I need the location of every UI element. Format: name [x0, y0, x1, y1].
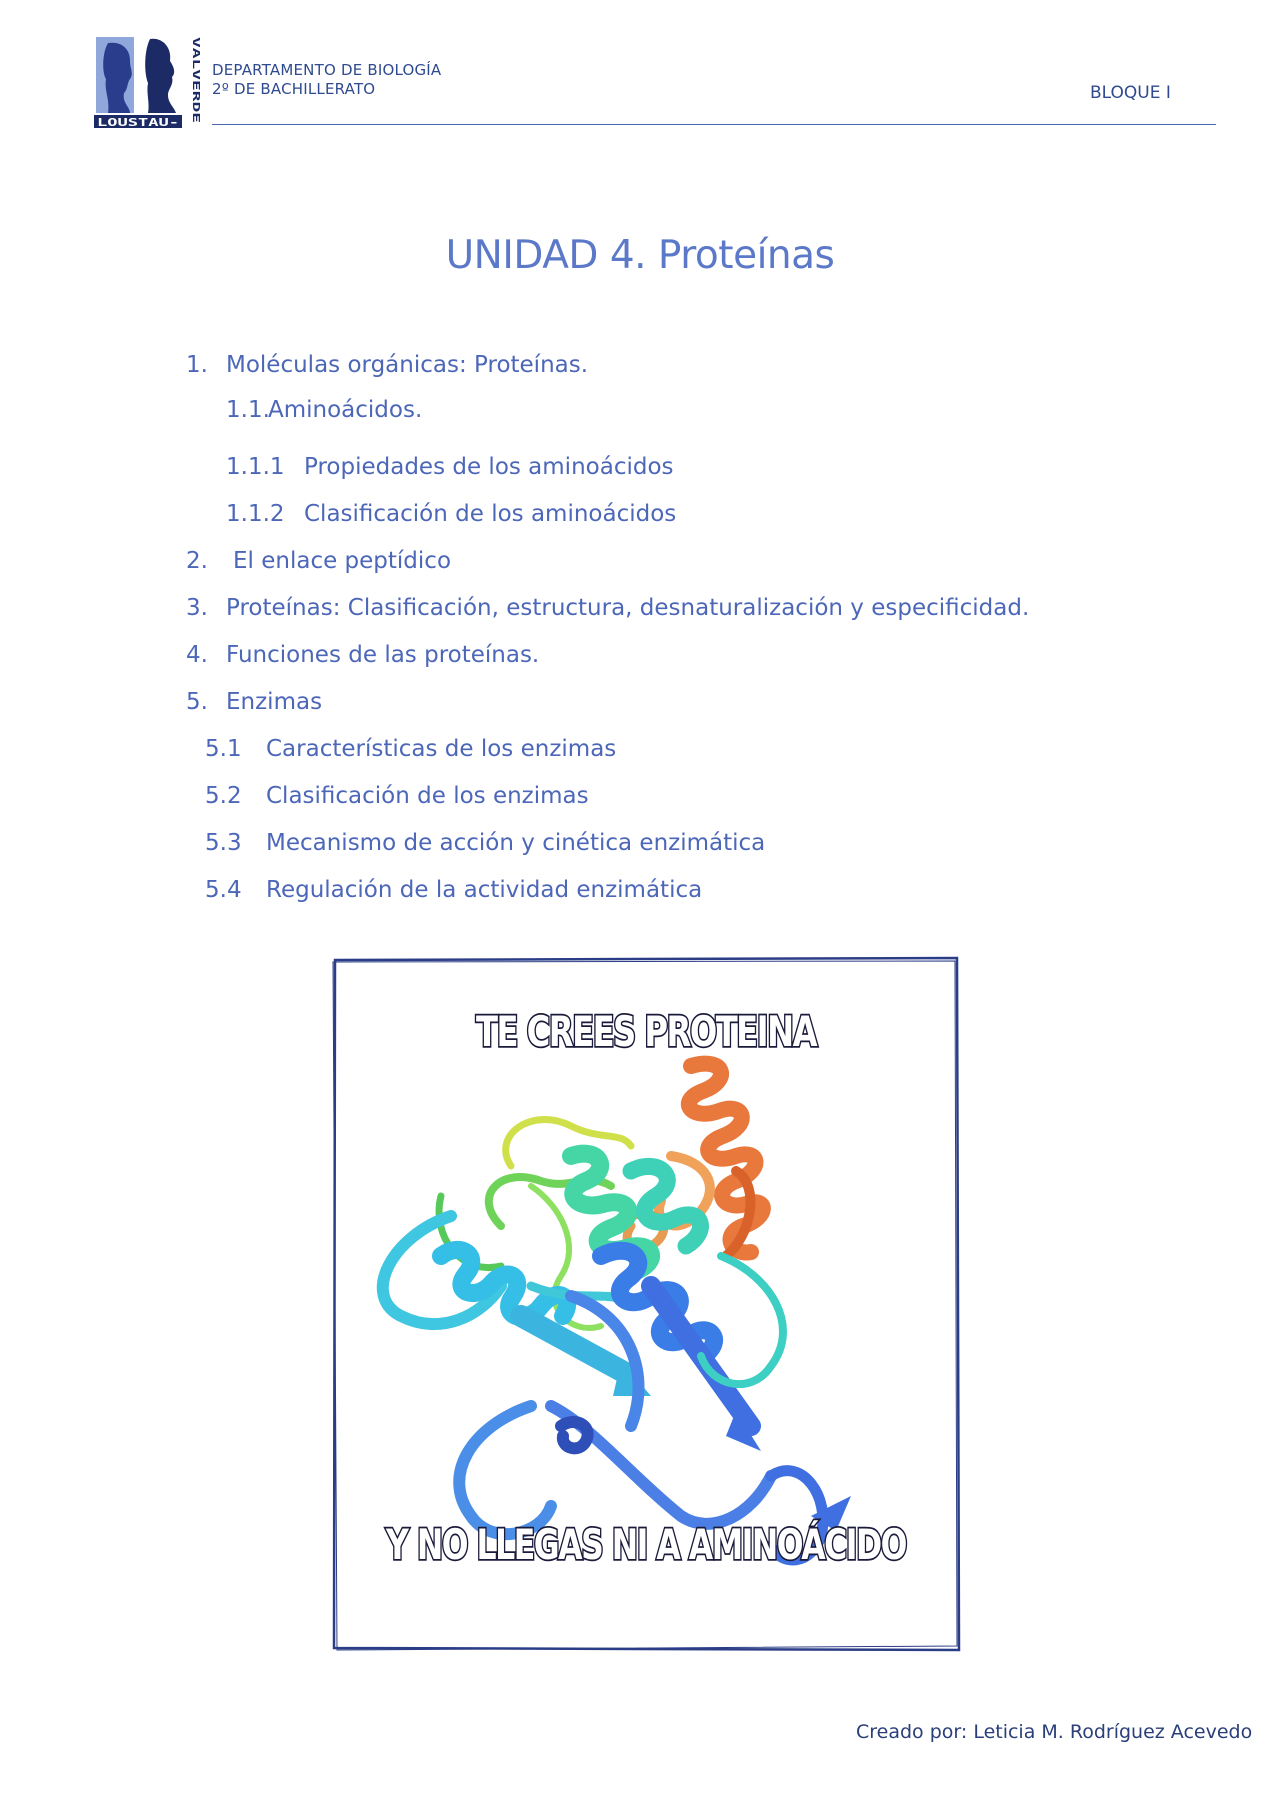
logo-text-vertical: VALVERDE — [190, 37, 201, 86]
toc-number: 5.1 — [205, 736, 242, 762]
toc-number: 5.4 — [205, 877, 242, 903]
toc-text: Funciones de las proteínas. — [226, 642, 540, 668]
toc-text: Clasificación de los aminoácidos — [304, 501, 677, 527]
protein-meme-image — [331, 956, 1079, 1652]
toc-text: Características de los enzimas — [266, 736, 617, 762]
toc-number: 1. — [186, 352, 208, 378]
author-credit: Creado por: Leticia M. Rodríguez Acevedo — [856, 1721, 1253, 1743]
toc-text: Propiedades de los aminoácidos — [304, 454, 674, 480]
toc-text: Proteínas: Clasificación, estructura, desnaturalización y especificidad. — [226, 595, 1030, 621]
department-name: DEPARTAMENTO DE BIOLOGÍA — [212, 61, 442, 79]
toc-number: 2. — [186, 548, 208, 574]
meme-top-caption: TE CREES PROTEINA — [476, 1007, 818, 1056]
toc-text: Regulación de la actividad enzimática — [266, 877, 703, 903]
toc-item-5-3 — [0, 828, 1280, 858]
toc-number: 4. — [186, 642, 208, 668]
toc-item-3 — [0, 593, 1280, 623]
header-divider — [212, 124, 1216, 125]
page-title: UNIDAD 4. Proteínas — [445, 233, 835, 278]
toc-item-5-4 — [0, 875, 1280, 905]
toc-number: 1.1.1 — [226, 454, 285, 480]
toc-number: 5.3 — [205, 830, 242, 856]
toc-text: Moléculas orgánicas: Proteínas. — [226, 352, 589, 378]
school-logo — [94, 33, 201, 129]
course-name: 2º DE BACHILLERATO — [212, 80, 376, 98]
meme-bottom-caption: Y NO LLEGAS NI A AMINOÁCIDO — [386, 1520, 1079, 1569]
toc-text: Mecanismo de acción y cinética enzimática — [266, 830, 766, 856]
toc-text: Enzimas — [226, 689, 323, 715]
logo-text-horizontal: LOUSTAU- — [97, 116, 179, 129]
toc-item-1-1-1 — [0, 452, 1280, 482]
toc-item-2 — [0, 546, 1280, 576]
toc-number: 1.1.2 — [226, 501, 285, 527]
toc-item-1-1-2 — [0, 499, 1280, 529]
toc-number: 3. — [186, 595, 208, 621]
toc-item-4 — [0, 640, 1280, 670]
header-department — [212, 61, 441, 99]
toc-number: 1.1. — [226, 397, 270, 423]
toc-text: Clasificación de los enzimas — [266, 783, 589, 809]
toc-number: 5. — [186, 689, 208, 715]
toc-item-5 — [0, 687, 1280, 717]
toc-text: El enlace peptídico — [233, 548, 452, 574]
toc-item-1-1 — [0, 395, 1280, 425]
toc-text: Aminoácidos. — [268, 397, 423, 423]
toc-item-5-2 — [0, 781, 1280, 811]
block-label: BLOQUE I — [1090, 83, 1171, 103]
toc-number: 5.2 — [205, 783, 242, 809]
toc-item-5-1 — [0, 734, 1280, 764]
toc-item-1 — [0, 350, 1280, 380]
